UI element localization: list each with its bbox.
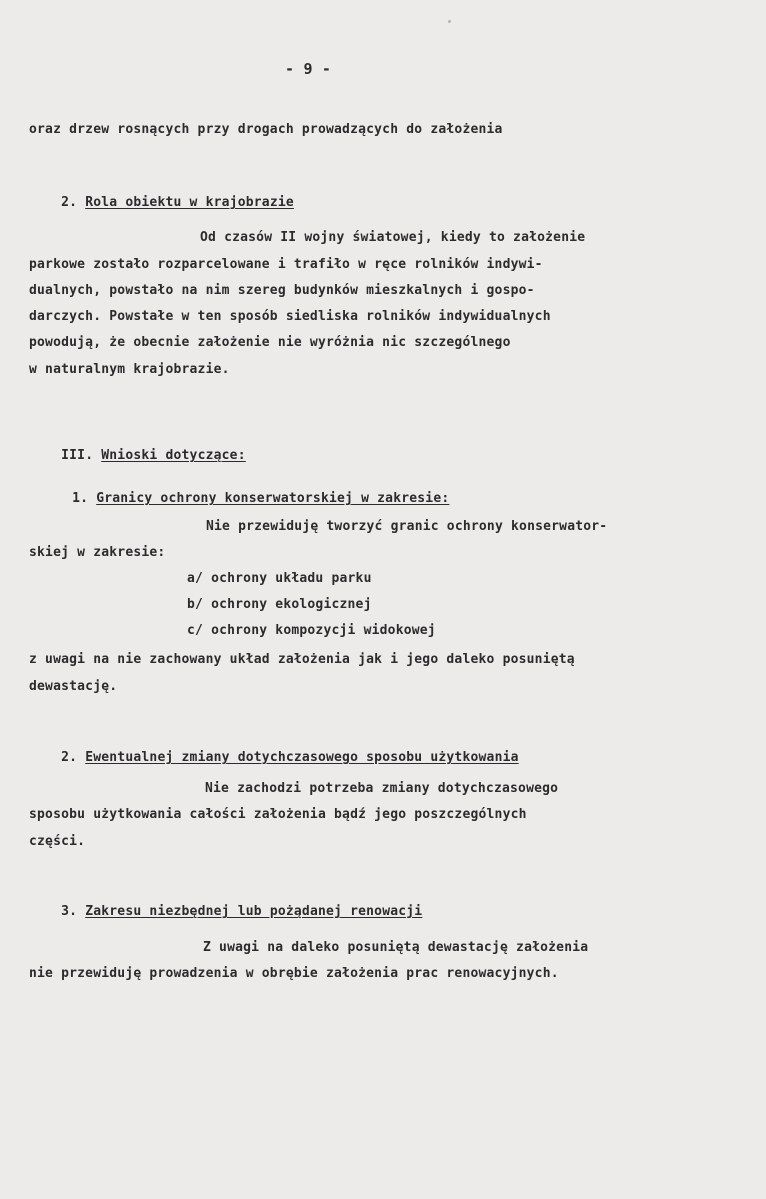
item-3-line: Z uwagi na daleko posuniętą dewastację założenia [203,940,589,955]
item-1-list-item: c/ ochrony kompozycji widokowej [187,623,436,638]
section-3-number: III. [61,448,94,463]
item-3-line: nie przewiduję prowadzenia w obrębie założenia prac renowacyjnych. [29,966,559,981]
item-2-line: Nie zachodzi potrzeba zmiany dotychczasowego [205,781,559,796]
page-number: - 9 - [285,60,332,78]
section-2-line: Od czasów II wojny światowej, kiedy to założenie [200,230,586,245]
item-2-line: sposobu użytkowania całości założenia bądź jego poszczególnych [29,807,527,822]
item-1-line: Nie przewiduję tworzyć granic ochrony konserwator- [206,519,608,534]
item-2-number: 2. [61,750,78,765]
section-2-line: parkowe zostało rozparcelowane i trafiło w ręce rolników indywi- [29,257,543,272]
item-1-line: skiej w zakresie: [29,545,166,560]
section-2-line: dualnych, powstało na nim szereg budynków mieszkalnych i gospo- [29,283,535,298]
item-2-heading [29,731,519,785]
section-2-title: Rola obiektu w krajobrazie [85,195,294,210]
item-1-list-item: b/ ochrony ekologicznej [187,597,372,612]
item-3-number: 3. [61,904,78,919]
section-2-line: powodują, że obecnie założenie nie wyróżnia nic szczególnego [29,335,511,350]
item-1-list-item: a/ ochrony układu parku [187,571,372,586]
item-3-heading [29,885,422,939]
item-1-closing: z uwagi na nie zachowany układ założenia jak i jego daleko posuniętą [29,652,575,667]
item-2-title: Ewentualnej zmiany dotychczasowego sposobu użytkowania [85,750,519,765]
section-2-line: w naturalnym krajobrazie. [29,362,230,377]
paper-speck [448,20,451,23]
item-1-title: Granicy ochrony konserwatorskiej w zakresie: [96,491,450,506]
item-3-title: Zakresu niezbędnej lub pożądanej renowacji [85,904,423,919]
intro-line: oraz drzew rosnących przy drogach prowadzących do założenia [29,122,503,137]
section-2-heading [29,176,294,230]
section-2-line: darczych. Powstałe w ten sposób siedliska rolników indywidualnych [29,309,551,324]
item-2-line: części. [29,834,86,849]
item-1-closing: dewastację. [29,679,118,694]
item-1-number: 1. [72,491,89,506]
section-3-title: Wnioski dotyczące: [101,448,246,463]
section-2-number: 2. [61,195,78,210]
